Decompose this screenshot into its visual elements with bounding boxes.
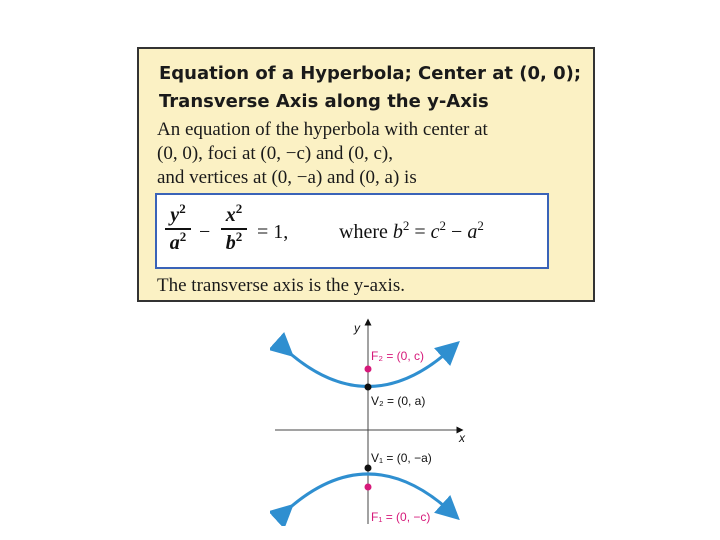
equals-one: = 1, xyxy=(257,221,289,243)
where-clause: where $b^2 = c^2 - a^2$ xyxy=(339,218,484,243)
theorem-box xyxy=(137,47,595,302)
fraction-y-over-a: $y^2$ $a^2$ xyxy=(165,203,191,255)
hyperbola-figure xyxy=(270,316,470,531)
f2-label: F₂ = (0, c) xyxy=(371,349,424,363)
minus-sign: − xyxy=(199,221,211,243)
vertex-v1-dot xyxy=(365,465,372,472)
f1-label: F₁ = (0, −c) xyxy=(371,510,431,524)
focus-f2-dot xyxy=(365,366,372,373)
theorem-body-line2: (0, 0), foci at (0, −c) and (0, c), xyxy=(157,143,393,164)
fraction-x-over-b: $x^2$ $b^2$ xyxy=(221,203,247,255)
v2-label: V₂ = (0, a) xyxy=(371,394,426,408)
theorem-body-line1: An equation of the hyperbola with center at xyxy=(157,119,488,140)
theorem-footer: The transverse axis is the y-axis. xyxy=(157,275,405,296)
theorem-body-line3: and vertices at (0, −a) and (0, a) is xyxy=(157,167,417,188)
x-axis-label: x xyxy=(459,431,465,445)
vertex-v2-dot xyxy=(365,384,372,391)
focus-f1-dot xyxy=(365,484,372,491)
equation-box xyxy=(155,193,549,269)
y-axis-label: y xyxy=(354,321,360,335)
theorem-heading-line1: Equation of a Hyperbola; Center at (0, 0); xyxy=(159,63,582,84)
v1-label: V₁ = (0, −a) xyxy=(371,451,432,465)
theorem-heading-line2: Transverse Axis along the y-Axis xyxy=(159,91,489,112)
